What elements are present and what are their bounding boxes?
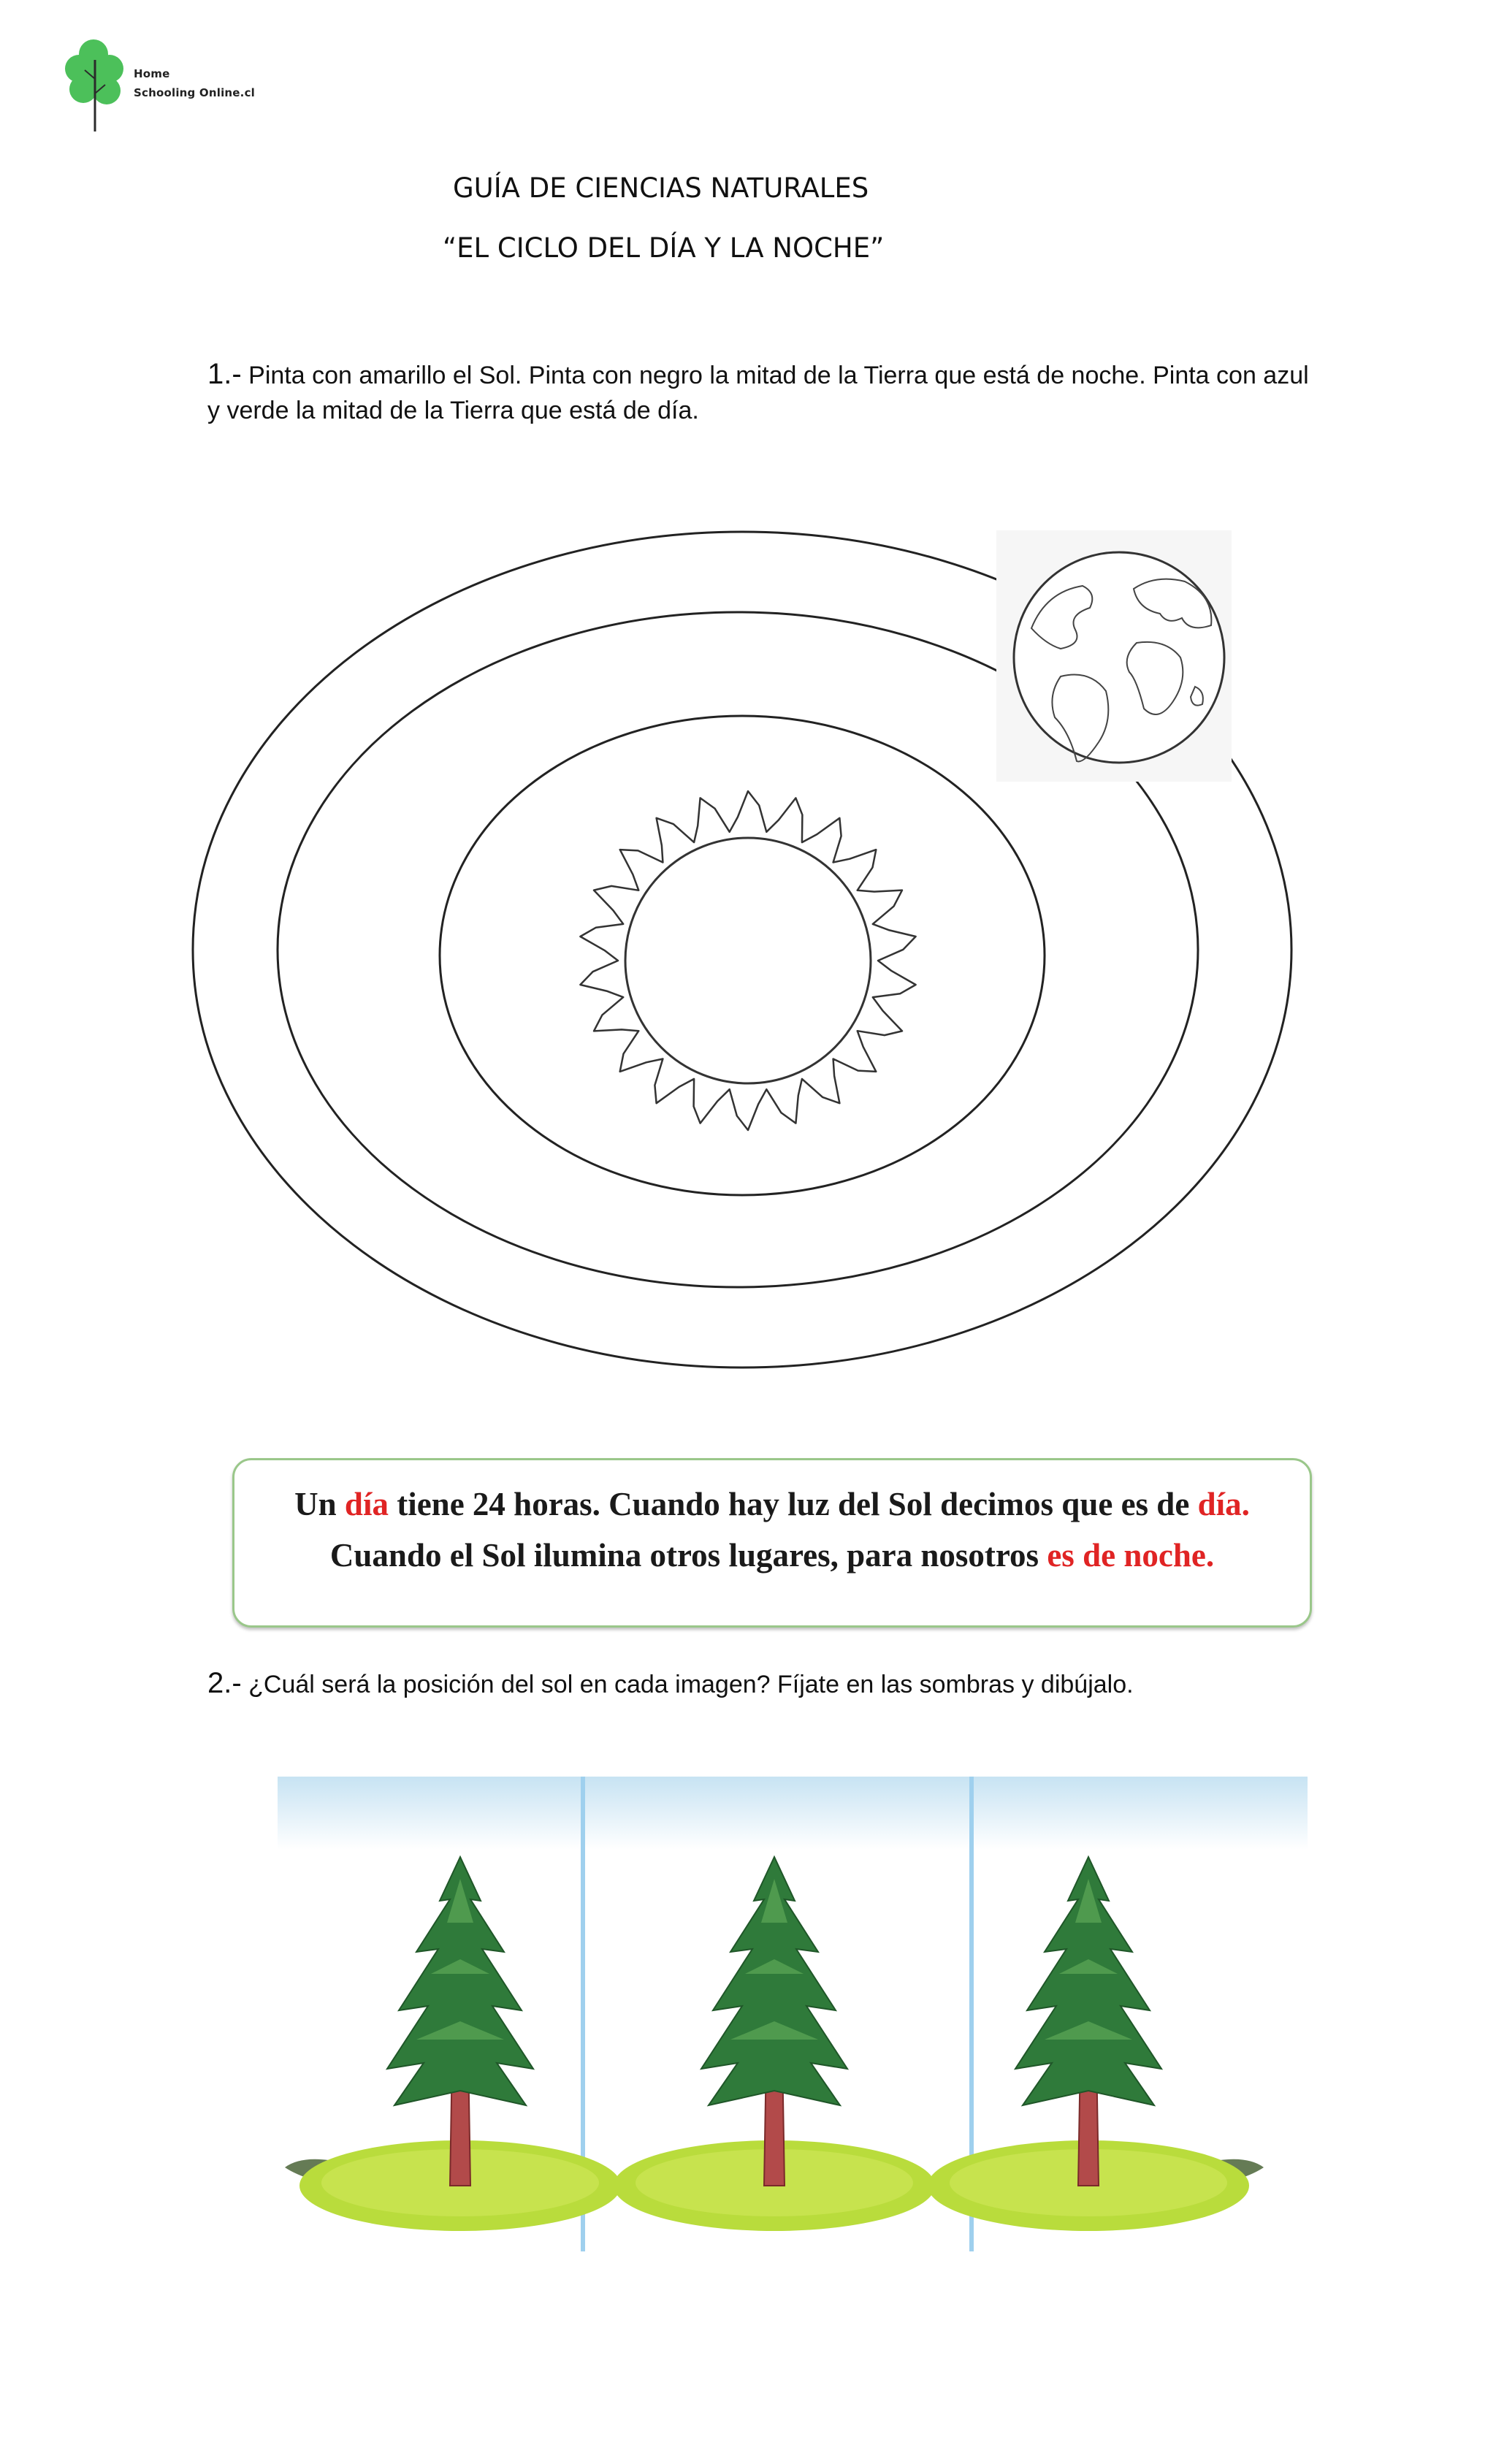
tree-panel-1 xyxy=(285,1857,621,2231)
question-2 xyxy=(207,1666,1134,1702)
question-1-line-1 xyxy=(207,356,1309,393)
question-1-number: 1.- xyxy=(207,358,242,390)
info-highlight-noche: es de noche. xyxy=(1047,1537,1215,1574)
logo-text-site: Schooling Online.cl xyxy=(134,86,256,99)
tree-panels xyxy=(248,1777,1308,2251)
orbit-diagram xyxy=(187,519,1312,1388)
info-box xyxy=(232,1458,1312,1628)
info-highlight-dia: día xyxy=(344,1486,389,1522)
question-1-text-1: Pinta con amarillo el Sol. Pinta con negro la mitad de la Tierra que está de noche. Pinta con azul xyxy=(248,362,1309,389)
page-title: GUÍA DE CIENCIAS NATURALES xyxy=(453,172,869,204)
info-text: Un xyxy=(294,1486,345,1522)
tree-panel-3 xyxy=(928,1857,1264,2231)
info-line-2 xyxy=(234,1536,1310,1574)
earth-icon xyxy=(996,530,1232,782)
info-highlight-dia-2: día. xyxy=(1197,1486,1250,1522)
question-2-text: ¿Cuál será la posición del sol en cada imagen? Fíjate en las sombras y dibújalo. xyxy=(248,1671,1134,1698)
logo xyxy=(63,38,282,140)
tree-logo-icon xyxy=(63,38,132,140)
tree-panel-2 xyxy=(614,1857,935,2231)
info-text: Cuando el Sol ilumina otros lugares, para nosotros xyxy=(329,1537,1047,1574)
info-line-1 xyxy=(234,1485,1310,1523)
question-1-line-2: y verde la mitad de la Tierra que está de día. xyxy=(207,397,699,424)
logo-text-home: Home xyxy=(134,67,170,80)
page-subtitle: “EL CICLO DEL DÍA Y LA NOCHE” xyxy=(443,232,885,264)
question-2-number: 2.- xyxy=(207,1667,242,1699)
info-text: tiene 24 horas. Cuando hay luz del Sol decimos que es de xyxy=(388,1486,1198,1522)
sun-icon xyxy=(580,791,915,1130)
